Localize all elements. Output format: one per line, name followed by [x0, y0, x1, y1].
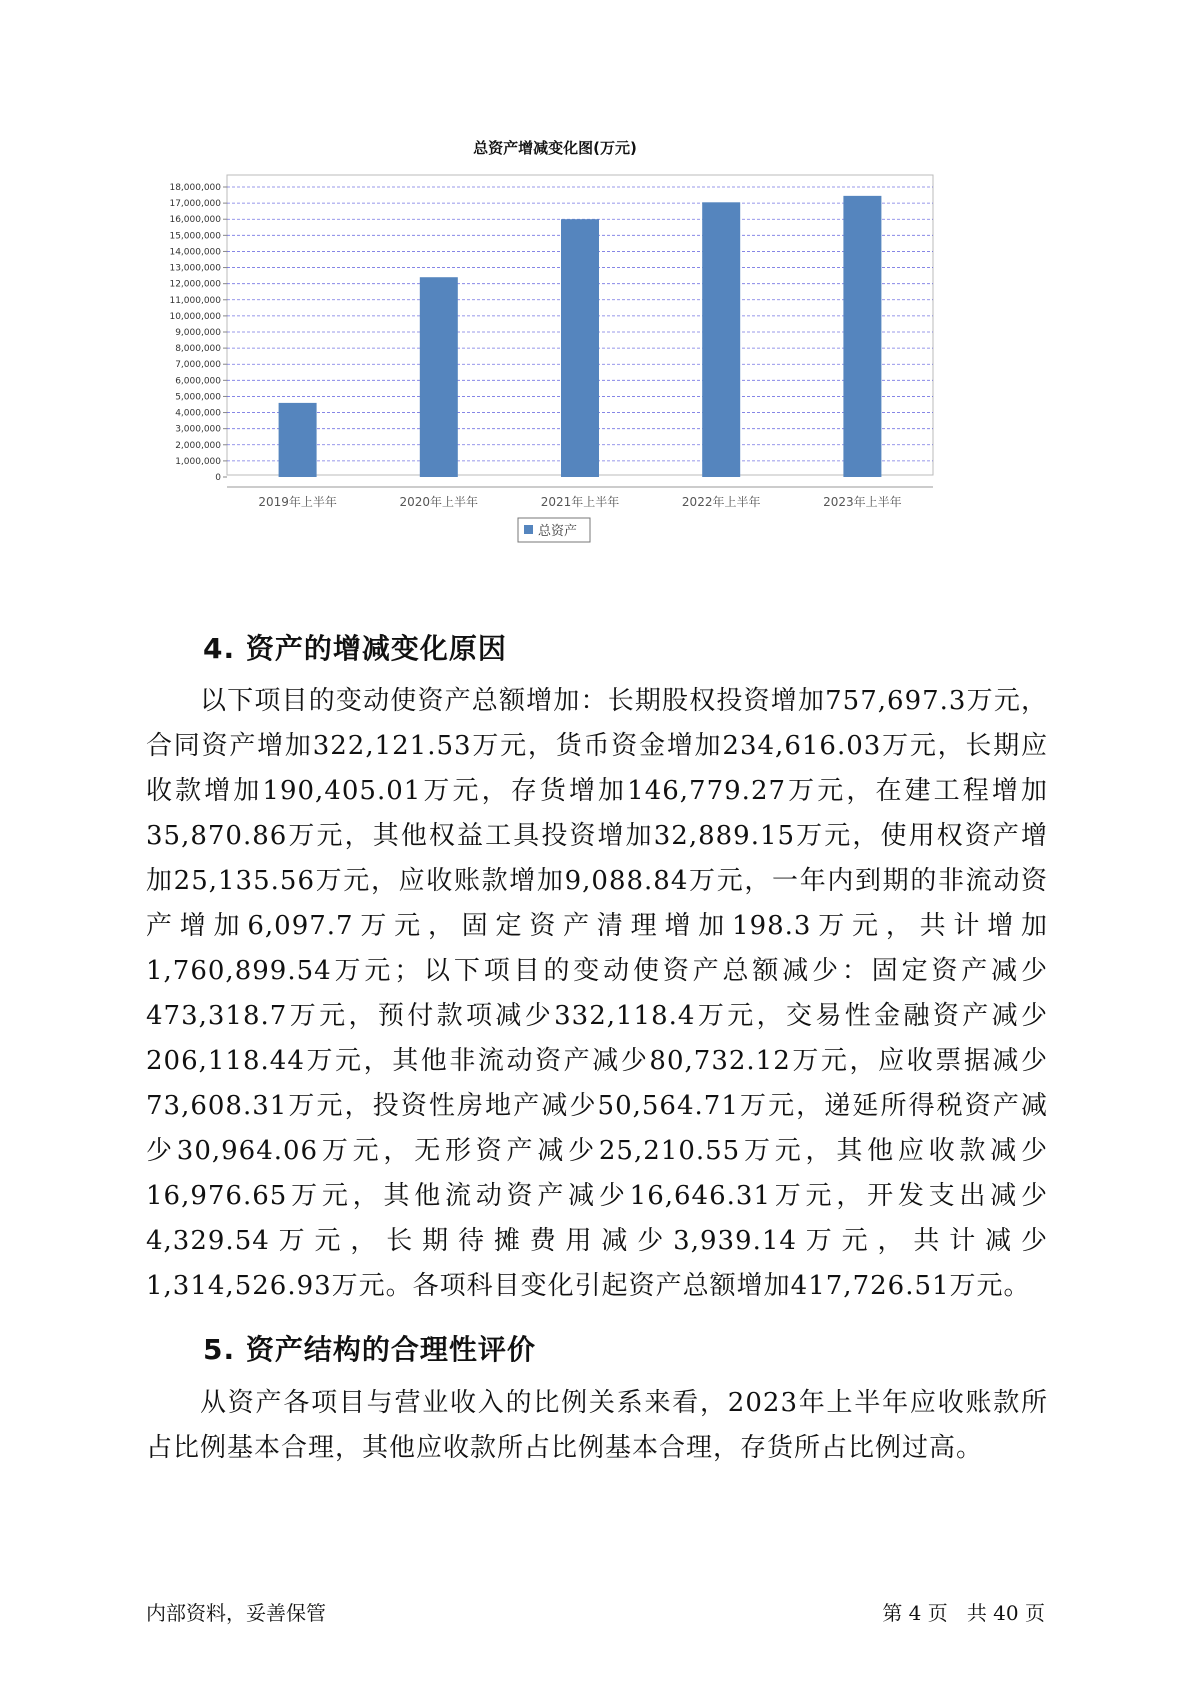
- bar: [279, 403, 317, 477]
- bar: [561, 219, 599, 477]
- section-body-4: 以下项目的变动使资产总额增加：长期股权投资增加757,697.3万元，合同资产增加322,121.53万元，货币资金增加234,616.03万元，长期应收款增加190,405.01万元，存货增加146,779.27万元，在建工程增加35,870.86万元，其他权益工具投资增加32,889.15万元，使用权资产增加25,135.56万元，应收账款增加9,088.84万元，一年内到期的非流动资产增加6,097.7万元，固定资产清理增加198.3万元，共计增加1,760,899.54万元；以下项目的变动使资产总额减少：固定资产减少473,318.7万元，预付款项减少332,118.4万元，交易性金融资产减少206,118.44万元，其他非流动资产减少80,732.12万元，应收票据减少73,608.31万元，投资性房地产减少50,564.71万元，递延所得税资产减少30,964.06万元，无形资产减少25,210.55万元，其他应收款减少16,976.65万元，其他流动资产减少16,646.31万元，开发支出减少4,329.54万元，长期待摊费用减少3,939.14万元，共计减少1,314,526.93万元。各项科目变化引起资产总额增加417,726.51万元。: [146, 686, 1048, 1301]
- y-tick-label: 13,000,000: [169, 263, 221, 274]
- y-tick-label: 6,000,000: [175, 376, 221, 387]
- y-tick-label: 3,000,000: [175, 424, 221, 435]
- y-tick-label: 9,000,000: [175, 328, 221, 338]
- x-tick-label: 2023年上半年: [823, 495, 902, 509]
- y-tick-label: 1,000,000: [175, 456, 221, 467]
- x-tick-label: 2022年上半年: [681, 495, 761, 509]
- y-tick-label: 17,000,000: [169, 199, 221, 210]
- y-tick-label: 2,000,000: [175, 440, 221, 451]
- footer-page-number: 第 4 页 共 40 页: [882, 1601, 1045, 1625]
- y-tick-label: 0: [215, 473, 221, 483]
- legend: [518, 518, 590, 542]
- section-heading-5: 5. 资产结构的合理性评价: [203, 1333, 536, 1366]
- legend-swatch: [524, 525, 533, 534]
- x-tick-label: 2020年上半年: [399, 495, 479, 509]
- y-tick-label: 10,000,000: [169, 311, 221, 322]
- bar: [420, 277, 458, 477]
- y-tick-label: 11,000,000: [169, 295, 221, 306]
- y-tick-label: 8,000,000: [175, 344, 221, 355]
- x-axis-ticks: [258, 494, 901, 509]
- y-tick-label: 18,000,000: [169, 183, 221, 193]
- y-tick-label: 12,000,000: [169, 279, 221, 290]
- y-tick-label: 4,000,000: [175, 408, 221, 419]
- x-tick-label: 2019年上半年: [258, 495, 337, 509]
- total-assets-chart: [160, 135, 1030, 595]
- section-body-5: 从资产各项目与营业收入的比例关系来看，2023年上半年应收账款所占比例基本合理，其他应收款所占比例基本合理，存货所占比例过高。: [146, 1388, 1048, 1463]
- y-tick-label: 7,000,000: [175, 360, 221, 371]
- y-tick-label: 15,000,000: [169, 231, 221, 242]
- y-tick-label: 16,000,000: [169, 215, 221, 226]
- bar: [843, 196, 881, 477]
- chart-title: 总资产增减变化图(万元): [473, 139, 637, 157]
- footer-confidential: 内部资料，妥善保管: [146, 1601, 326, 1625]
- y-tick-label: 5,000,000: [175, 392, 221, 403]
- x-tick-label: 2021年上半年: [540, 495, 620, 509]
- y-axis-ticks: [169, 183, 227, 483]
- bar: [702, 202, 740, 477]
- section-heading-4: 4. 资产的增减变化原因: [203, 632, 507, 665]
- y-tick-label: 14,000,000: [169, 247, 221, 258]
- legend-label: 总资产: [538, 524, 578, 539]
